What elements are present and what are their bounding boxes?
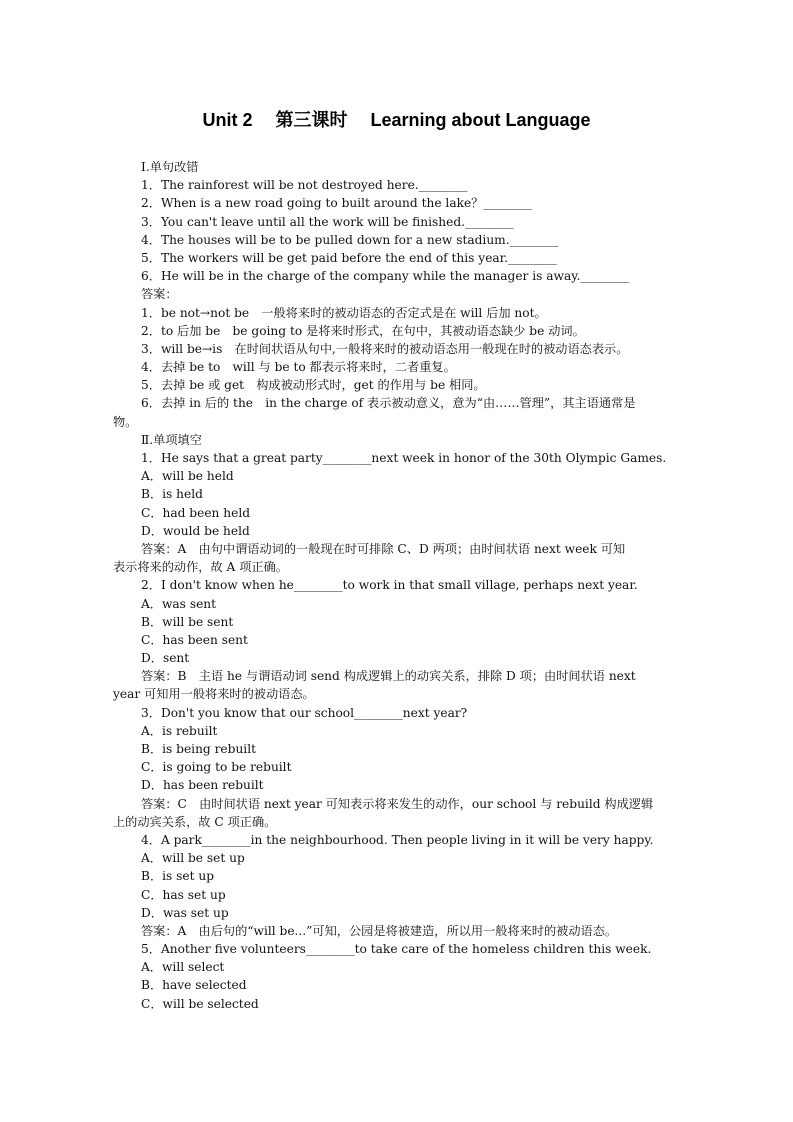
error-correction-item: 2．When is a new road going to built around the lake？________ xyxy=(141,196,533,211)
question-stem: 2．I don't know when he________to work in that small village, perhaps next year. xyxy=(141,578,638,593)
option-b: B．is set up xyxy=(141,869,215,884)
question-4 xyxy=(113,831,683,940)
answer-explanation: 答案：B 主语 he 与谓语动词 send 构成逻辑上的动宾关系，排除 D 项；由时间状语 next xyxy=(141,669,636,684)
option-b: B．is being rebuilt xyxy=(141,742,256,756)
option-c: C．will be selected xyxy=(141,996,259,1011)
option-a: A．is rebuilt xyxy=(141,723,218,738)
question-stem: 1．He says that a great party________next week in honor of the 30th Olympic Games. xyxy=(141,451,667,465)
correction-answer-continued: 物。 xyxy=(113,414,138,429)
error-correction-item: 1．The rainforest will be not destroyed here.________ xyxy=(141,178,468,193)
answer-explanation: 答案：A 由后句的“will be...”可知，公园是将被建造，所以用一般将来时的被动语态。 xyxy=(141,923,618,938)
part2-section xyxy=(113,431,683,1013)
question-5 xyxy=(113,940,683,1013)
answer-explanation: 答案：A 由句中谓语动词的一般现在时可排除 C、D 两项；由时间状语 next week 可知 xyxy=(141,541,626,556)
option-a: A．will select xyxy=(141,960,225,975)
question-stem: 3．Don't you know that our school________next year? xyxy=(141,705,468,720)
option-b: B．will be sent xyxy=(141,614,234,629)
correction-answer: 6．去掉 in 后的 the in the charge of 表示被动意义，意为“由……管理”，其主语通常是 xyxy=(141,396,636,411)
option-d: D．has been rebuilt xyxy=(141,778,264,793)
part2-heading: Ⅱ.单项填空 xyxy=(141,432,202,447)
question-stem: 5．Another five volunteers________to take care of the homeless children this week. xyxy=(141,942,652,957)
answer-explanation-continued: 上的动宾关系，故 C 项正确。 xyxy=(113,814,277,829)
question-2 xyxy=(113,576,683,703)
part1-section xyxy=(113,158,683,431)
option-b: B．is held xyxy=(141,487,203,502)
part1-heading: Ⅰ.单句改错 xyxy=(141,160,199,174)
option-d: D．sent xyxy=(141,651,190,666)
option-a: A．will be held xyxy=(141,469,234,484)
correction-answer: 3．will be→is 在时间状语从句中,一般将来时的被动语态用一般现在时的被动语态表示。 xyxy=(141,341,629,356)
answer-explanation: 答案：C 由时间状语 next year 可知表示将来发生的动作，our school 与 rebuild 构成逻辑 xyxy=(141,796,654,811)
option-c: C．has been sent xyxy=(141,632,248,647)
option-d: D．would be held xyxy=(141,523,250,538)
correction-answer: 5．去掉 be 或 get 构成被动形式时，get 的作用与 be 相同。 xyxy=(141,378,486,393)
error-correction-item: 4．The houses will be to be pulled down for a new stadium.________ xyxy=(141,232,559,247)
error-correction-item: 3．You can't leave until all the work will be finished.________ xyxy=(141,214,514,229)
answer-explanation-continued: 表示将来的动作，故 A 项正确。 xyxy=(113,560,288,575)
question-stem: 4．A park________in the neighbourhood. Then people living in it will be very happy. xyxy=(141,832,654,847)
option-c: C．is going to be rebuilt xyxy=(141,760,292,775)
option-a: A．was sent xyxy=(141,596,217,611)
option-d: D．was set up xyxy=(141,905,229,920)
answer-explanation-continued: year 可知用一般将来时的被动语态。 xyxy=(113,687,315,702)
question-1 xyxy=(113,449,683,576)
question-3 xyxy=(113,704,683,831)
worksheet-content xyxy=(113,158,683,1013)
error-correction-item: 5．The workers will be get paid before the end of this year.________ xyxy=(141,250,557,265)
option-a: A．will be set up xyxy=(141,851,245,866)
option-c: C．had been held xyxy=(141,505,251,520)
correction-answer: 1．be not→not be 一般将来时的被动语态的否定式是在 will 后加 not。 xyxy=(141,305,547,320)
error-correction-item: 6．He will be in the charge of the company while the manager is away.________ xyxy=(141,269,630,284)
correction-answer: 2．to 后加 be be going to 是将来时形式，在句中，其被动语态缺少 be 动词。 xyxy=(141,323,585,338)
correction-answer: 4．去掉 be to will 与 be to 都表示将来时，二者重复。 xyxy=(141,360,456,375)
option-c: C．has set up xyxy=(141,887,226,902)
answer-label: 答案： xyxy=(141,287,178,302)
page-title: Unit 2 第三课时 Learning about Language xyxy=(202,110,591,130)
option-b: B．have selected xyxy=(141,978,247,993)
